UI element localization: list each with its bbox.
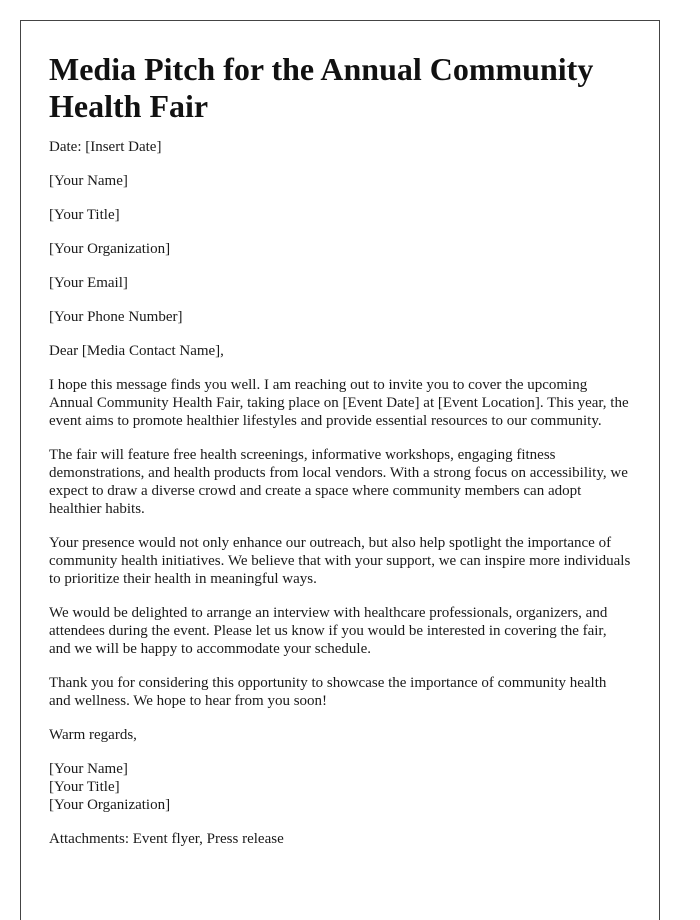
body-paragraph-1: I hope this message finds you well. I am reaching out to invite you to cover the upcoming Annual Community Health Fair, taking place on [Event Date] at [Event Location]. This year, the event aims to promote healthier lifestyles and provide essential resources to our community. (49, 377, 629, 429)
letter-title: Media Pitch for the Annual Community Health Fair (49, 51, 594, 124)
closing: Warm regards, (49, 727, 137, 743)
sender-organization: [Your Organization] (49, 241, 171, 257)
attachments-line: Attachments: Event flyer, Press release (49, 831, 284, 847)
signature-block (49, 760, 631, 814)
body-paragraph-2: The fair will feature free health screenings, informative workshops, engaging fitness demonstrations, and health products from local vendors. With a strong focus on accessibility, we expect to draw a diverse crowd and create a space where community members can adopt healthier habits. (49, 447, 628, 517)
salutation: Dear [Media Contact Name], (49, 343, 224, 359)
signature-organization: [Your Organization] (49, 797, 171, 813)
sender-phone: [Your Phone Number] (49, 309, 183, 325)
body-paragraph-4: We would be delighted to arrange an interview with healthcare professionals, organizers, and attendees during the event. Please let us know if you would be interested in covering the fair, and we will be happy to accommodate your schedule. (49, 605, 608, 657)
sender-name: [Your Name] (49, 173, 128, 189)
body-paragraph-3: Your presence would not only enhance our outreach, but also help spotlight the importance of community health initiatives. We believe that with your support, we can inspire more individuals to prioritize their health in meaningful ways. (49, 535, 631, 587)
date-line: Date: [Insert Date] (49, 139, 162, 155)
signature-name: [Your Name] (49, 761, 128, 777)
signature-title: [Your Title] (49, 779, 120, 795)
sender-email: [Your Email] (49, 275, 128, 291)
body-paragraph-5: Thank you for considering this opportunity to showcase the importance of community health and wellness. We hope to hear from you soon! (49, 675, 607, 709)
sender-title: [Your Title] (49, 207, 120, 223)
letter-page (20, 20, 660, 920)
